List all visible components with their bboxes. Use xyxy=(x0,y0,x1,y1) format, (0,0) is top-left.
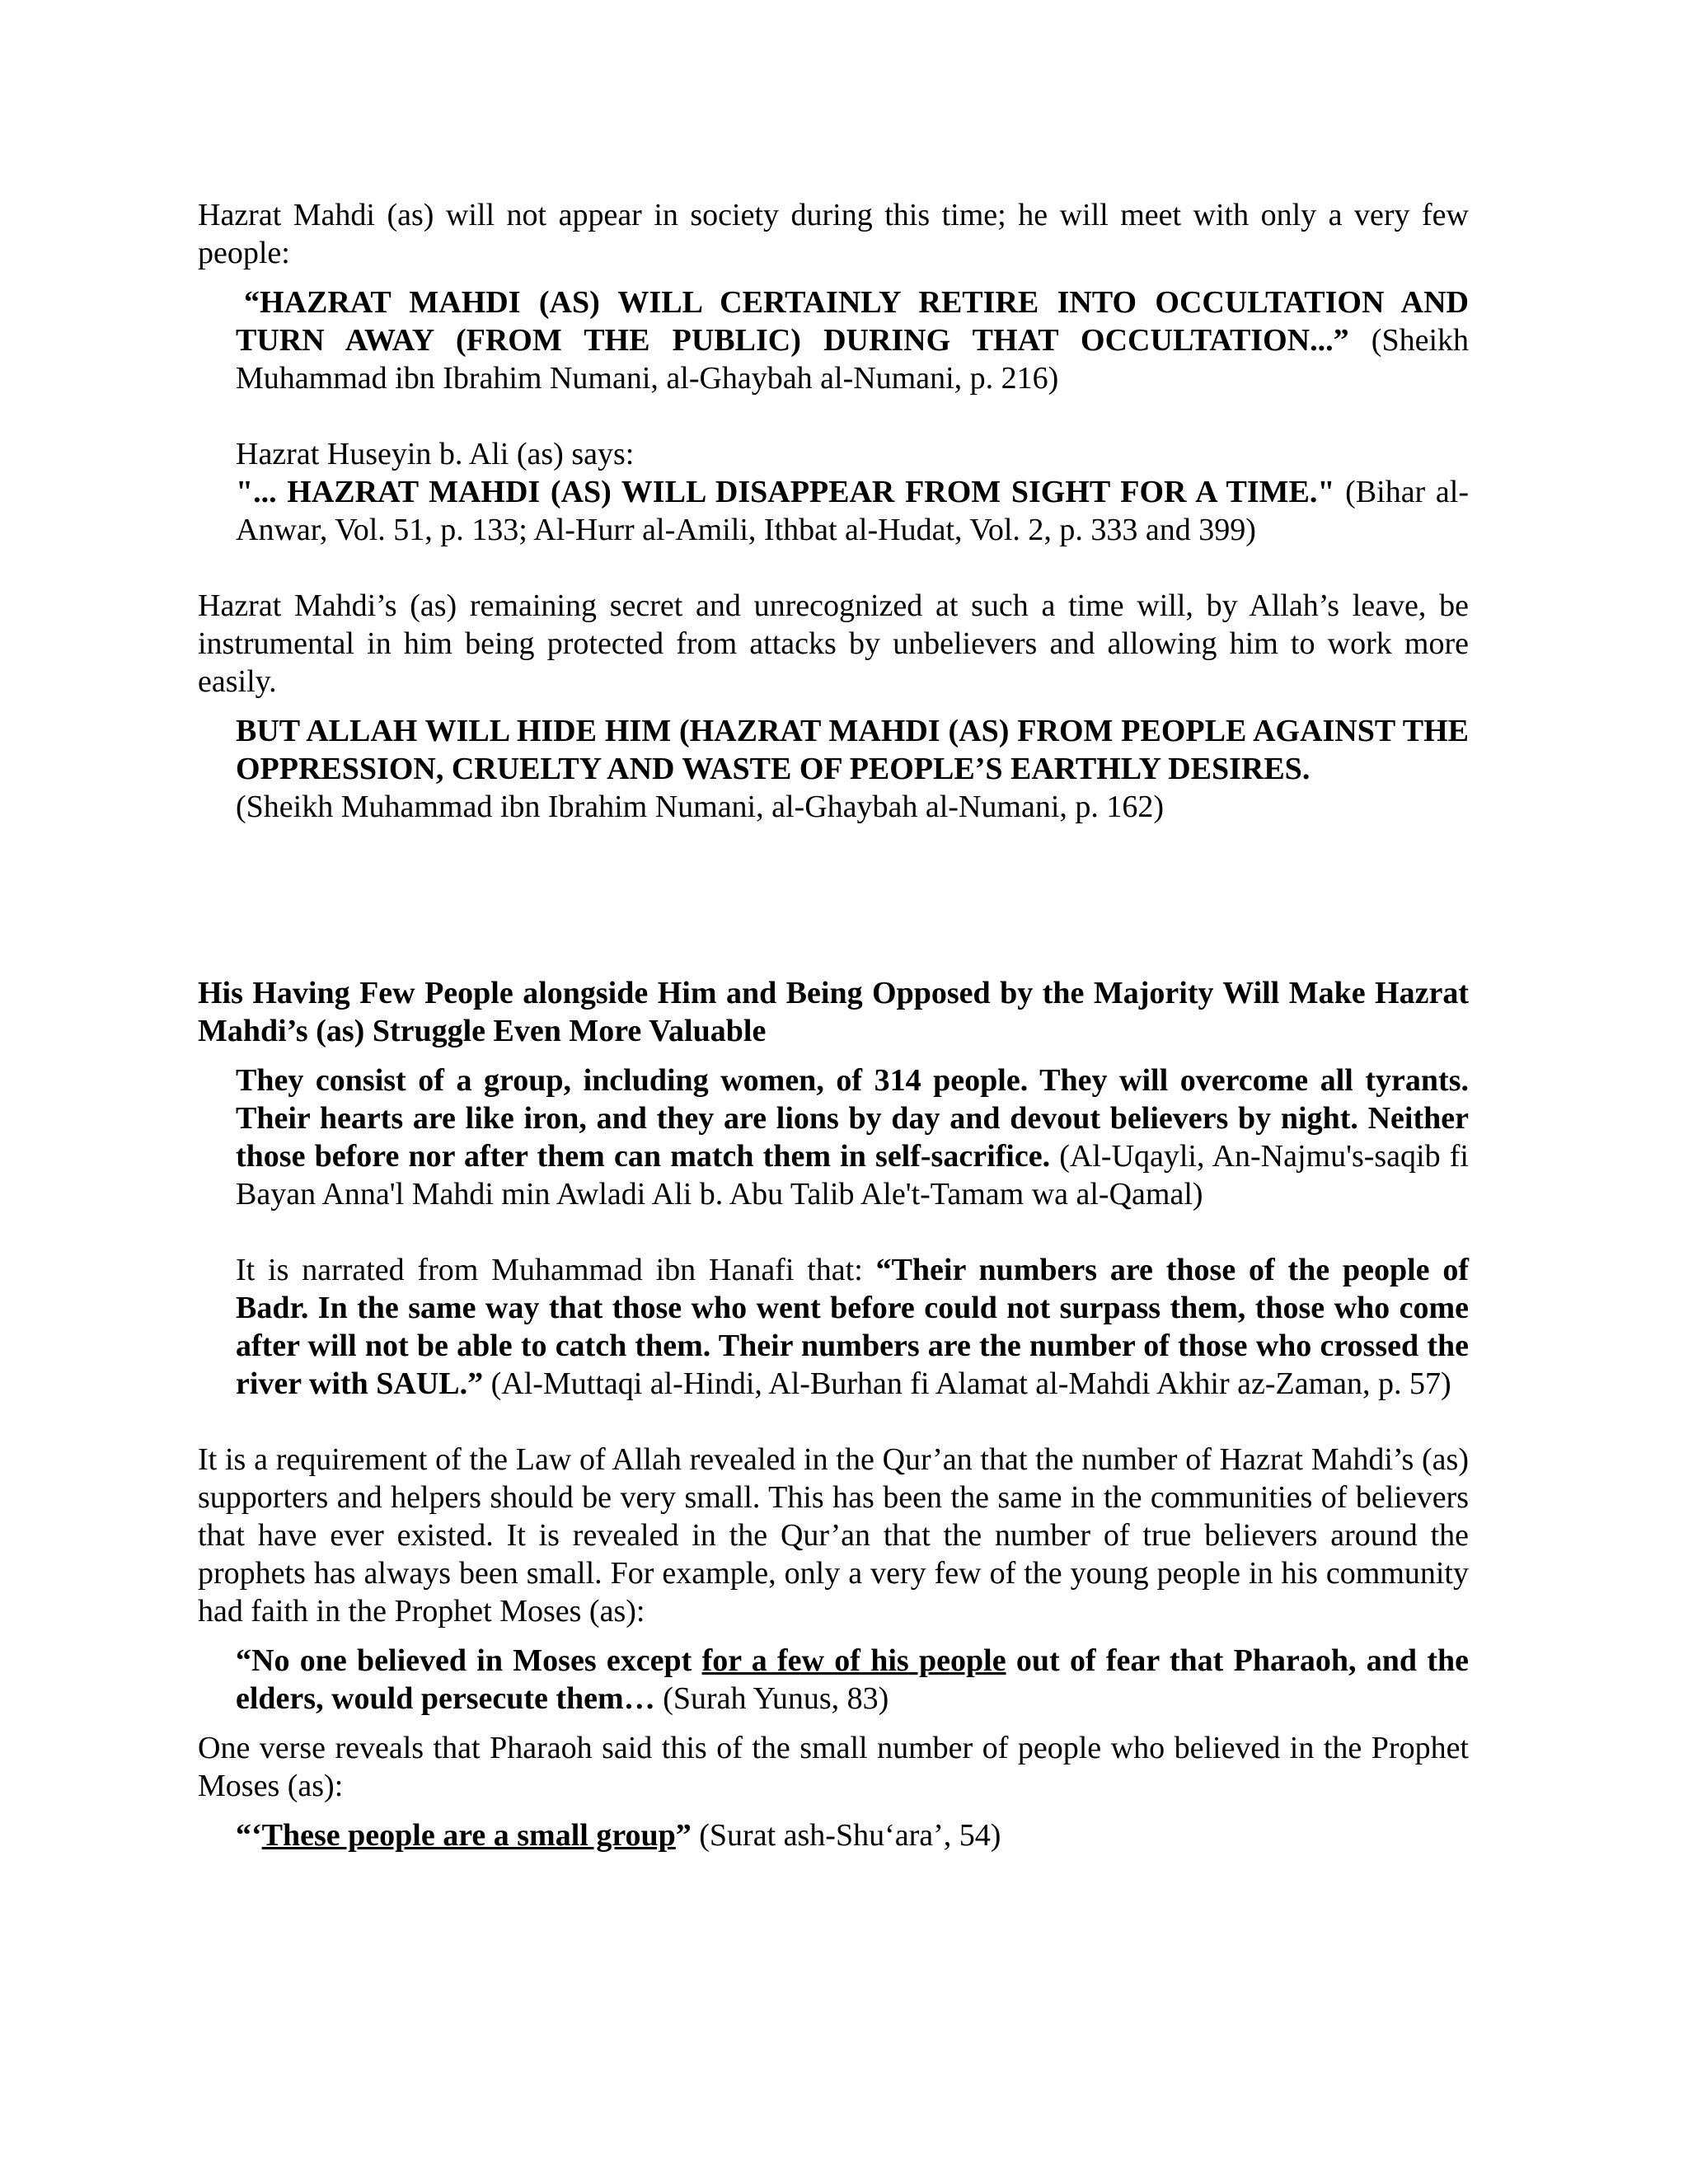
quote-badr xyxy=(236,1251,1469,1403)
citation: (Surat ash-Shu‘ara’, 54) xyxy=(691,1818,1001,1853)
quote-text: “HAZRAT MAHDI (AS) WILL CERTAINLY RETIRE INTO OCCULTATION AND TURN AWAY (FROM THE PUBLIC) DURING THAT OCCULTATION...” xyxy=(236,285,1469,358)
quote-text: They consist of a group, including women, of 314 people. They will overcome all tyrants. Their hearts are like iron, and they are lions by day and devout believers by night. Neither those before nor after them can match them in self-sacrifice. xyxy=(236,1063,1469,1174)
paragraph-secret: Hazrat Mahdi’s (as) remaining secret and unrecognized at such a time will, by Allah’s leave, be instrumental in him being protected from attacks by unbelievers and allowing him to work more easily. xyxy=(198,588,1469,699)
quote-occultation xyxy=(236,284,1469,397)
quote-text: “‘ xyxy=(236,1818,262,1853)
quote-hide xyxy=(236,712,1469,788)
quote-text: “Their numbers are those of the people of Badr. In the same way that those who went before could not surpass them, those who come after will not be able to catch them. Their numbers are the number of those who crossed the river with SAUL.” xyxy=(236,1253,1469,1401)
quote-underlined: These people are a small group xyxy=(261,1818,676,1853)
citation: (Al-Uqayli, An-Najmu's-saqib fi Bayan Anna'l Mahdi min Awladi Ali b. Abu Talib Ale't-Tamam wa al-Qamal) xyxy=(236,1139,1469,1212)
citation-hide: (Sheikh Muhammad ibn Ibrahim Numani, al-Ghaybah al-Numani, p. 162) xyxy=(236,790,1165,824)
citation: (Sheikh Muhammad ibn Ibrahim Numani, al-Ghaybah al-Numani, p. 216) xyxy=(236,323,1469,396)
citation: (Bihar al-Anwar, Vol. 51, p. 133; Al-Hurr al-Amili, Ithbat al-Hudat, Vol. 2, p. 333 and 399) xyxy=(236,475,1470,547)
quote-314-people xyxy=(236,1062,1469,1213)
quote-moses xyxy=(236,1642,1469,1718)
citation: (Surah Yunus, 83) xyxy=(654,1681,889,1716)
document-page xyxy=(198,196,1469,1854)
quote-disappear xyxy=(236,473,1469,549)
quote-underlined: for a few of his people xyxy=(701,1643,1006,1678)
quote-text: "... HAZRAT MAHDI (AS) WILL DISAPPEAR FROM SIGHT FOR A TIME." xyxy=(236,475,1335,509)
paragraph-pharaoh: One verse reveals that Pharaoh said this of the small number of people who believed in the Prophet Moses (as): xyxy=(198,1731,1469,1803)
paragraph-requirement: It is a requirement of the Law of Allah revealed in the Qur’an that the number of Hazrat Mahdi’s (as) supporters and helpers should be very small. This has been the same in the communities of believers that have ever existed. It is revealed in the Qur’an that the number of true believers around the prophets has always been small. For example, only a very few of the young people in his community had faith in the Prophet Moses (as): xyxy=(198,1442,1469,1629)
section-heading: His Having Few People alongside Him and Being Opposed by the Majority Will Make Hazrat Mahdi’s (as) Struggle Even More Valuable xyxy=(198,976,1469,1048)
quote-small-group xyxy=(236,1816,1469,1854)
quote-text: out of fear that Pharaoh, and the elders, would persecute them… xyxy=(236,1643,1469,1716)
paragraph-intro: Hazrat Mahdi (as) will not appear in society during this time; he will meet with only a very few people: xyxy=(198,198,1469,270)
quote-text: BUT ALLAH WILL HIDE HIM (HAZRAT MAHDI (AS) FROM PEOPLE AGAINST THE OPPRESSION, CRUELTY AND WASTE OF PEOPLE’S EARTHLY DESIRES. xyxy=(236,714,1469,786)
quote-intro: It is narrated from Muhammad ibn Hanafi that: xyxy=(236,1253,876,1287)
quote-text: “No one believed in Moses except xyxy=(236,1643,702,1678)
quote-text: ” xyxy=(675,1818,692,1853)
quote-intro-huseyin: Hazrat Huseyin b. Ali (as) says: xyxy=(236,437,635,471)
citation: (Al-Muttaqi al-Hindi, Al-Burhan fi Alamat al-Mahdi Akhir az-Zaman, p. 57) xyxy=(483,1366,1451,1401)
